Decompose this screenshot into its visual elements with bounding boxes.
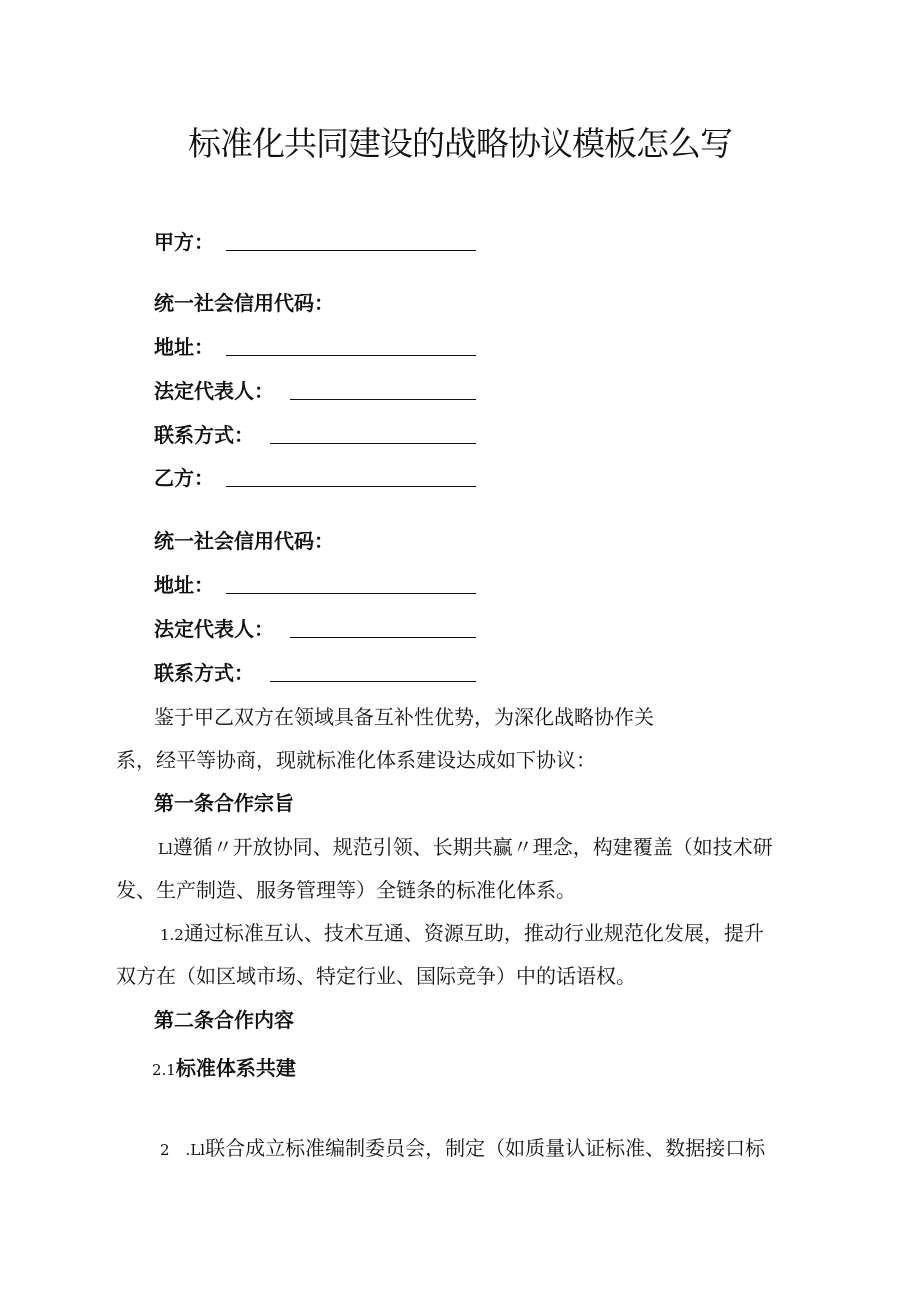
party-a-legal-rep-field	[154, 377, 274, 405]
party-b-legal-rep-field	[154, 615, 274, 643]
party-a-contact-field	[154, 421, 254, 449]
party-a-address-blank-line[interactable]	[226, 355, 476, 356]
party-a-field	[154, 228, 214, 256]
clause-number-part-b: .Ll	[185, 1141, 206, 1159]
party-b-blank-line[interactable]	[226, 486, 476, 487]
article-1-clause-2-line-1	[160, 919, 764, 949]
party-b-credit-code-field	[154, 527, 334, 555]
party-b-contact-field	[154, 659, 254, 687]
party-b-address-field	[154, 571, 214, 599]
subsection-title: 标准体系共建	[175, 1056, 296, 1080]
party-a-credit-code-field	[154, 289, 334, 317]
clause-number: Ll	[158, 840, 173, 858]
party-a-blank-line[interactable]	[226, 250, 476, 251]
party-a-address-label: 地址：	[154, 335, 214, 359]
party-b-address-blank-line[interactable]	[226, 593, 476, 594]
article-1-heading: 第一条合作宗旨	[154, 791, 294, 815]
clause-text: 通过标准互认、技术互通、资源互助，推动行业规范化发展，提升	[183, 921, 764, 945]
party-a-contact-label: 联系方式：	[154, 423, 254, 447]
clause-number-part-a: 2	[160, 1141, 170, 1159]
article-2-subsection-heading	[152, 1054, 296, 1084]
article-2-clause-1-line-1	[160, 1134, 765, 1164]
article-1-clause-2-line-2: 双方在（如区域市场、特定行业、国际竞争）中的话语权。	[116, 964, 636, 988]
article-1-clause-1-line-2: 发、生产制造、服务管理等）全链条的标准化体系。	[116, 878, 576, 902]
party-a-legal-rep-blank-line[interactable]	[290, 399, 476, 400]
intro-line-2: 系，经平等协商，现就标准化体系建设达成如下协议：	[116, 748, 596, 772]
party-b-field	[154, 464, 214, 492]
party-b-address-label: 地址：	[154, 573, 214, 597]
party-b-contact-blank-line[interactable]	[270, 681, 476, 682]
article-1-clause-1-line-1	[158, 833, 773, 863]
clause-text: 遵循〃开放协同、规范引领、长期共赢〃理念，构建覆盖（如技术研	[172, 835, 773, 859]
party-a-credit-code-label: 统一社会信用代码：	[154, 291, 334, 315]
document-title: 标准化共同建设的战略协议模板怎么写	[188, 124, 732, 163]
party-b-label: 乙方：	[154, 466, 214, 490]
intro-line-1: 鉴于甲乙双方在领域具备互补性优势，为深化战略协作关	[154, 705, 654, 729]
party-b-credit-code-label: 统一社会信用代码：	[154, 529, 334, 553]
party-a-contact-blank-line[interactable]	[270, 443, 476, 444]
subsection-number: 2.1	[152, 1061, 176, 1079]
clause-number: 1.2	[160, 926, 184, 944]
party-b-legal-rep-label: 法定代表人：	[154, 617, 274, 641]
clause-text: 联合成立标准编制委员会，制定（如质量认证标准、数据接口标	[205, 1136, 766, 1160]
article-2-heading: 第二条合作内容	[154, 1008, 294, 1032]
party-a-label: 甲方：	[154, 230, 214, 254]
party-b-contact-label: 联系方式：	[154, 661, 254, 685]
party-b-legal-rep-blank-line[interactable]	[290, 637, 476, 638]
party-a-address-field	[154, 333, 214, 361]
party-a-legal-rep-label: 法定代表人：	[154, 379, 274, 403]
